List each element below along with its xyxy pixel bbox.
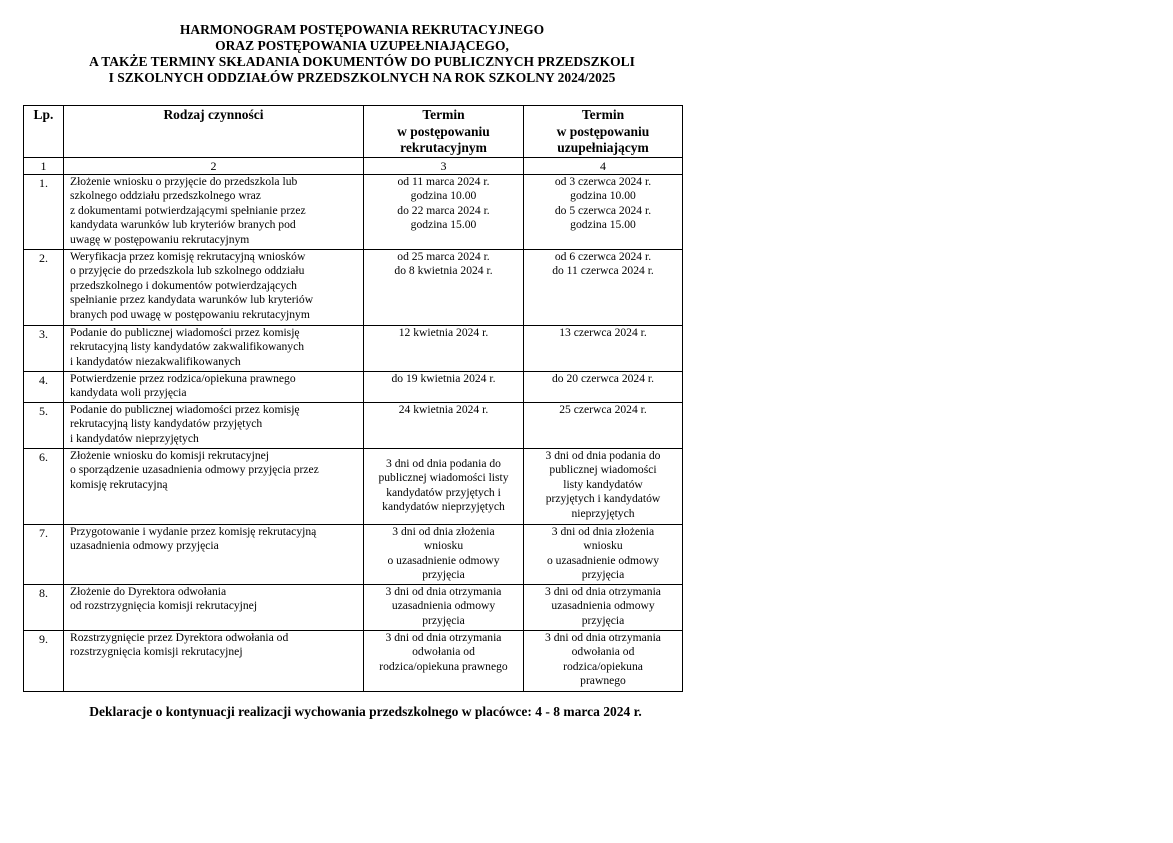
row-number: 7.: [24, 524, 64, 584]
header-term-supplementary: Termin w postępowaniu uzupełniającym: [524, 106, 683, 158]
row-number: 9.: [24, 630, 64, 691]
header-term-recruitment: Termin w postępowaniu rekrutacyjnym: [364, 106, 524, 158]
term-supplementary-cell: 13 czerwca 2024 r.: [524, 325, 683, 371]
activity-cell: Weryfikacja przez komisję rekrutacyjną wniosków o przyjęcie do przedszkola lub szkolnego oddziału przedszkolnego i dokumentów potwierdzających spełnianie przez kandydata warunków lub kryteriów branych pod uwagę w postępowaniu rekrutacyjnym: [64, 249, 364, 325]
table-row: [24, 630, 683, 691]
table-row: [24, 371, 683, 402]
term-recruitment-cell: 3 dni od dnia podania do publicznej wiadomości listy kandydatów przyjętych i kandydatów nieprzyjętych: [364, 448, 524, 524]
column-number: 2: [64, 157, 364, 174]
table-row: [24, 402, 683, 448]
declaration-note: Deklaracje o kontynuacji realizacji wychowania przedszkolnego w placówce: 4 - 8 marca 2024 r.: [89, 704, 642, 719]
term-recruitment-cell: 3 dni od dnia otrzymania odwołania od rodzica/opiekuna prawnego: [364, 630, 524, 691]
activity-cell: Złożenie wniosku o przyjęcie do przedszkola lub szkolnego oddziału przedszkolnego wraz z dokumentami potwierdzającymi spełnianie przez kandydata warunków lub kryteriów branych pod uwagę w postępowaniu rekrutacyjnym: [64, 174, 364, 249]
header-row: [24, 106, 683, 158]
term-recruitment-cell: 3 dni od dnia otrzymania uzasadnienia odmowy przyjęcia: [364, 584, 524, 630]
row-number: 5.: [24, 402, 64, 448]
column-number: 3: [364, 157, 524, 174]
header-lp: Lp.: [24, 106, 64, 158]
row-number: 3.: [24, 325, 64, 371]
title-line-4: I SZKOLNYCH ODDZIAŁÓW PRZEDSZKOLNYCH NA ROK SZKOLNY 2024/2025: [108, 70, 616, 85]
column-number: 1: [24, 157, 64, 174]
activity-cell: Potwierdzenie przez rodzica/opiekuna prawnego kandydata woli przyjęcia: [64, 371, 364, 402]
row-number: 4.: [24, 371, 64, 402]
row-number: 6.: [24, 448, 64, 524]
term-supplementary-cell: do 20 czerwca 2024 r.: [524, 371, 683, 402]
table-row: [24, 584, 683, 630]
table-row: [24, 524, 683, 584]
term-supplementary-cell: 3 dni od dnia otrzymania uzasadnienia odmowy przyjęcia: [524, 584, 683, 630]
schedule-table: [23, 105, 683, 692]
table-row: [24, 174, 683, 249]
activity-cell: Rozstrzygnięcie przez Dyrektora odwołania od rozstrzygnięcia komisji rekrutacyjnej: [64, 630, 364, 691]
table-row: [24, 448, 683, 524]
table-row: [24, 325, 683, 371]
header-activity: Rodzaj czynności: [64, 106, 364, 158]
title-line-1: HARMONOGRAM POSTĘPOWANIA REKRUTACYJNEGO: [179, 22, 545, 37]
term-supplementary-cell: 3 dni od dnia złożenia wniosku o uzasadnienie odmowy przyjęcia: [524, 524, 683, 584]
title-line-3: A TAKŻE TERMINY SKŁADANIA DOKUMENTÓW DO PUBLICZNYCH PRZEDSZKOLI: [89, 54, 635, 69]
activity-cell: Podanie do publicznej wiadomości przez komisję rekrutacyjną listy kandydatów zakwalifikowanych i kandydatów niezakwalifikowanych: [64, 325, 364, 371]
activity-cell: Podanie do publicznej wiadomości przez komisję rekrutacyjną listy kandydatów przyjętych i kandydatów nieprzyjętych: [64, 402, 364, 448]
term-recruitment-cell: 24 kwietnia 2024 r.: [364, 402, 524, 448]
activity-cell: Przygotowanie i wydanie przez komisję rekrutacyjną uzasadnienia odmowy przyjęcia: [64, 524, 364, 584]
document-title: [22, 22, 702, 86]
term-recruitment-cell: 3 dni od dnia złożenia wniosku o uzasadnienie odmowy przyjęcia: [364, 524, 524, 584]
column-number-row: [24, 157, 683, 174]
activity-cell: Złożenie do Dyrektora odwołania od rozstrzygnięcia komisji rekrutacyjnej: [64, 584, 364, 630]
row-number: 2.: [24, 249, 64, 325]
term-supplementary-cell: od 3 czerwca 2024 r. godzina 10.00 do 5 czerwca 2024 r. godzina 15.00: [524, 174, 683, 249]
table-row: [24, 249, 683, 325]
term-supplementary-cell: 3 dni od dnia otrzymania odwołania od rodzica/opiekuna prawnego: [524, 630, 683, 691]
term-recruitment-cell: do 19 kwietnia 2024 r.: [364, 371, 524, 402]
term-recruitment-cell: od 11 marca 2024 r. godzina 10.00 do 22 marca 2024 r. godzina 15.00: [364, 174, 524, 249]
term-supplementary-cell: 25 czerwca 2024 r.: [524, 402, 683, 448]
column-number: 4: [524, 157, 683, 174]
term-recruitment-cell: 12 kwietnia 2024 r.: [364, 325, 524, 371]
title-line-2: ORAZ POSTĘPOWANIA UZUPEŁNIAJĄCEGO,: [215, 38, 509, 53]
activity-cell: Złożenie wniosku do komisji rekrutacyjnej o sporządzenie uzasadnienia odmowy przyjęcia przez komisję rekrutacyjną: [64, 448, 364, 524]
row-number: 8.: [24, 584, 64, 630]
row-number: 1.: [24, 174, 64, 249]
term-recruitment-cell: od 25 marca 2024 r. do 8 kwietnia 2024 r.: [364, 249, 524, 325]
term-supplementary-cell: 3 dni od dnia podania do publicznej wiadomości listy kandydatów przyjętych i kandydatów nieprzyjętych: [524, 448, 683, 524]
term-supplementary-cell: od 6 czerwca 2024 r. do 11 czerwca 2024 r.: [524, 249, 683, 325]
